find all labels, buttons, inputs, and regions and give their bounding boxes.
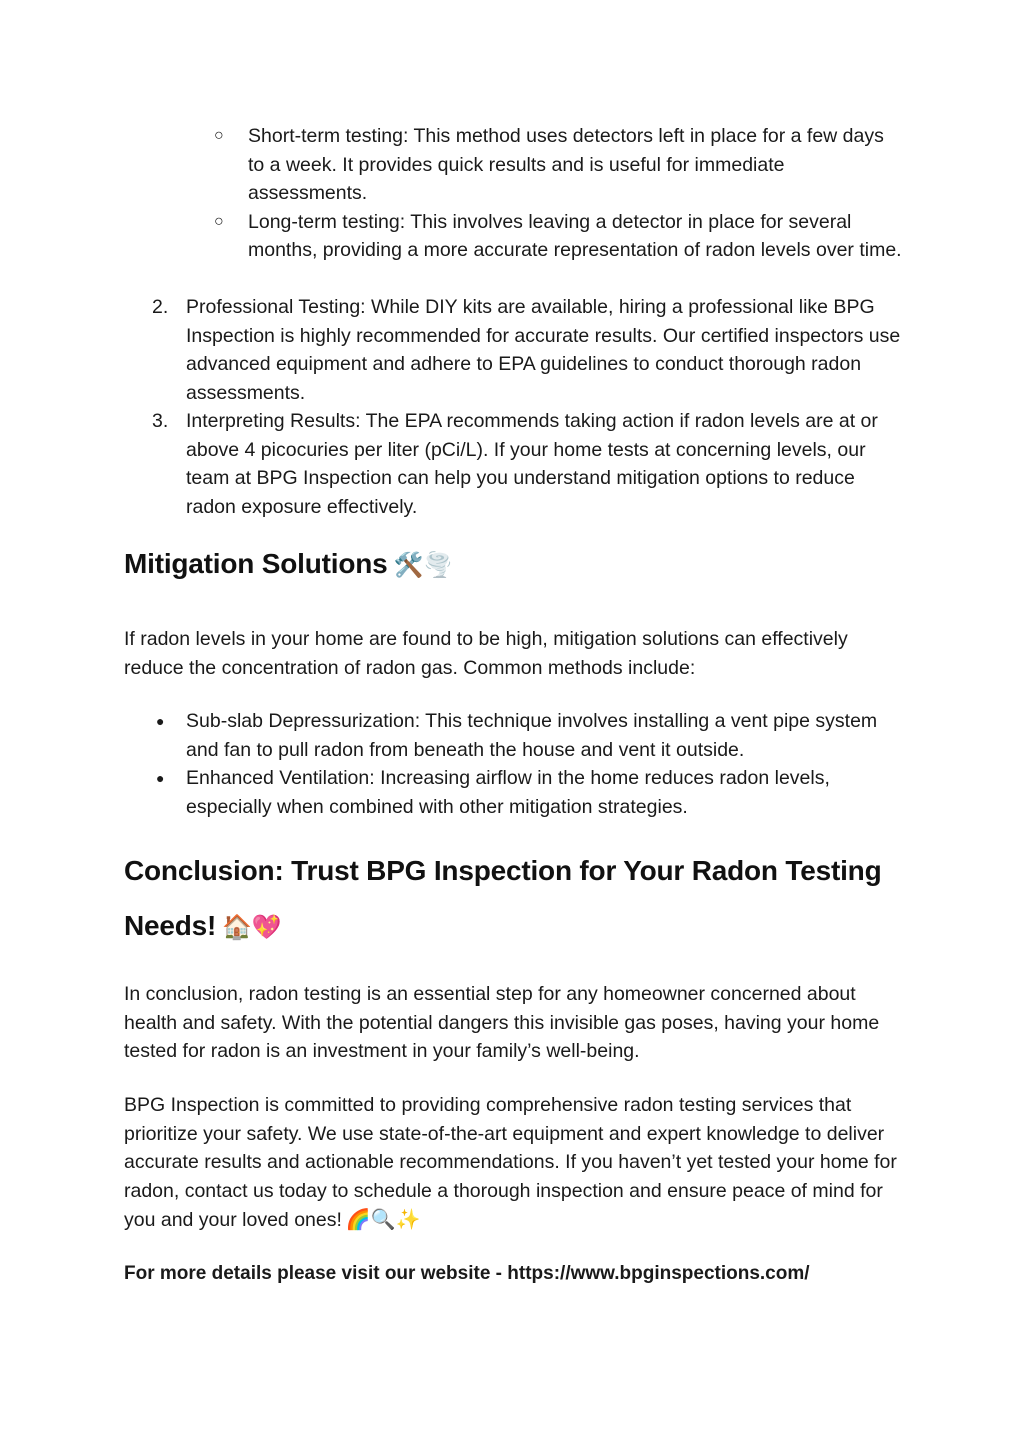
list-number: 3. <box>152 410 169 432</box>
heading-text: Mitigation Solutions <box>124 548 388 579</box>
list-item <box>152 764 904 821</box>
list-item-text: Interpreting Results: The EPA recommends taking action if radon levels are at or above 4 picocuries per liter (pCi/L). If your home tests at concerning levels, our team at BPG Inspection can help you understand mitigation options to reduce radon exposure effectively. <box>186 410 878 518</box>
mitigation-heading <box>124 544 453 585</box>
list-item <box>152 293 904 407</box>
rainbow-magnifier-sparkles-emoji-icon: 🌈🔍✨ <box>345 1207 421 1231</box>
mitigation-methods-list <box>152 707 904 821</box>
list-number: 2. <box>152 296 169 318</box>
conclusion-paragraph: In conclusion, radon testing is an essential step for any homeowner concerned about health and safety. With the potential dangers this invisible gas poses, having your home tested for radon is an investment in your family’s well-being. <box>124 983 880 1062</box>
testing-steps-list <box>152 293 904 521</box>
website-link-text: For more details please visit our website - https://www.bpginspections.com/ <box>124 1263 810 1284</box>
bullet-icon: ● <box>156 770 165 786</box>
house-heart-emoji-icon: 🏠💖 <box>222 913 282 941</box>
commitment-paragraph <box>124 1091 904 1235</box>
list-item-text: Professional Testing: While DIY kits are available, hiring a professional like BPG Inspection is highly recommended for accurate results. Our certified inspectors use advanced equipment and adhere to EPA guidelines to conduct thorough radon assessments. <box>186 296 901 404</box>
testing-methods-sublist <box>214 122 904 265</box>
list-item <box>214 122 904 208</box>
hollow-bullet-icon: ○ <box>214 127 224 144</box>
mitigation-intro: If radon levels in your home are found to be high, mitigation solutions can effectively reduce the concentration of radon gas. Common methods include: <box>124 628 848 679</box>
bullet-icon: ● <box>156 713 165 729</box>
tools-tornado-emoji-icon: 🛠️🌪️ <box>393 551 453 579</box>
list-item-text: Sub-slab Depressurization: This technique involves installing a vent pipe system and fan to pull radon from beneath the house and vent it outside. <box>186 710 878 761</box>
list-item <box>214 208 904 265</box>
heading-text: Conclusion: Trust BPG Inspection for Your Radon Testing Needs! <box>124 855 882 941</box>
list-item-text: Long-term testing: This involves leaving a detector in place for several months, providing a more accurate representation of radon levels over time. <box>248 210 902 261</box>
hollow-bullet-icon: ○ <box>214 212 224 230</box>
list-item <box>152 707 904 764</box>
list-item-text: Short-term testing: This method uses detectors left in place for a few days to a week. It provides quick results and is useful for immediate assessments. <box>248 125 884 204</box>
conclusion-heading <box>124 843 904 955</box>
paragraph-text: BPG Inspection is committed to providing comprehensive radon testing services that prioritize your safety. We use state-of-the-art equipment and expert knowledge to deliver accurate results and actionable recommendations. If you haven’t yet tested your home for radon, contact us today to schedule a thorough inspection and ensure peace of mind for you and your loved ones! <box>124 1094 897 1231</box>
list-item-text: Enhanced Ventilation: Increasing airflow in the home reduces radon levels, especially when combined with other mitigation strategies. <box>186 767 830 818</box>
list-item <box>152 407 904 521</box>
